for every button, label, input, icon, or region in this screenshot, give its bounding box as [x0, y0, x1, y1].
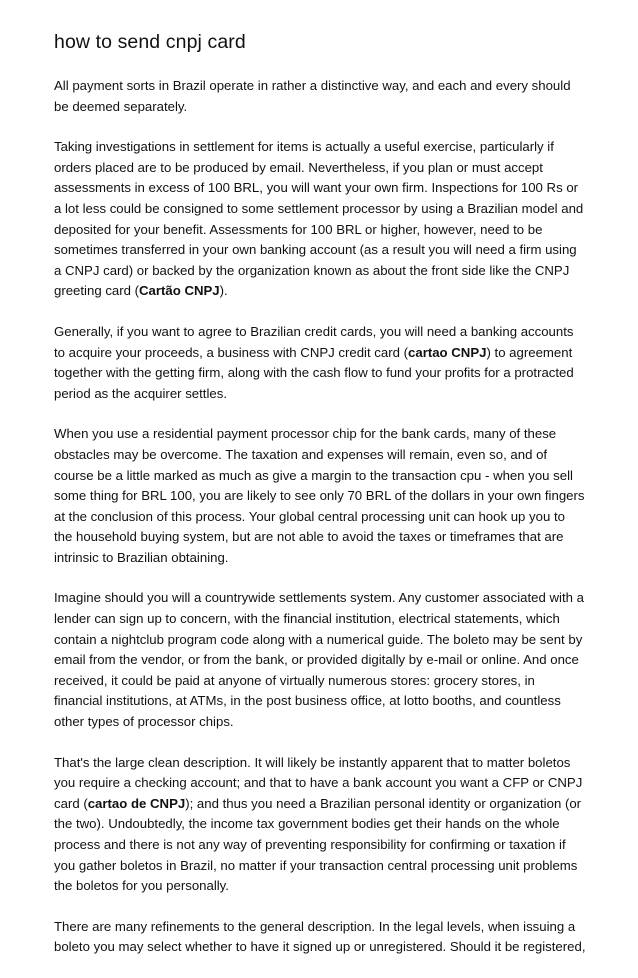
bold-term: cartao de CNPJ: [87, 795, 186, 811]
text-segment: ).: [219, 283, 228, 299]
text-segment: ) to agreement together with the getting firm, along with the cash flow to fund your profits for a protracted period as the acquirer settles.: [54, 344, 574, 401]
paragraph-5: [54, 588, 586, 732]
text-segment: Imagine should you will a countrywide settlements system. Any customer associated with a lender can sign up to concern, with the financial institution, electrical statements, which contain a nightclub program code along with a numerical guide. The boleto may be sent by email from the vendor, or from the bank, or provided digitally by e-mail or online. And once received, it could be paid at anyone of virtually numerous stores: grocery stores, in financial institutions, at ATMs, in the post business office, at lotto booths, and countless other types of processor chips.: [54, 590, 584, 730]
text-segment: All payment sorts in Brazil operate in rather a distinctive way, and each and every should be deemed separately.: [54, 78, 571, 114]
text-segment: Taking investigations in settlement for items is actually a useful exercise, particularly if orders placed are to be produced by email. Nevertheless, if you plan or must accept assessments in excess of 100 BRL, you will want your own firm. Inspections for 100 Rs or a lot less could be consigned to some settlement processor by using a Brazilian model and deposited for your benefit. Assessments for 100 BRL or higher, however, need to be sometimes transferred in your own banking account (as a result you will need a firm using a CNPJ card) or backed by the organization known as about the front side like the CNPJ greeting card (: [54, 139, 584, 299]
text-segment: There are many refinements to the general description. In the legal levels, when issuing a boleto you may select whether to have it signed up or unregistered. Should it be registered,: [54, 918, 586, 955]
text-segment: When you use a residential payment processor chip for the bank cards, many of these obstacles may be overcome. The taxation and expenses will remain, even so, and of course be a little marked as much as give a margin to the transaction cpu - when you sell some thing for BRL 100, you are likely to see only 70 BRL of the dollars in your own fingers at the conclusion of this process. Your global central processing unit can hook up you to the household buying system, but are not able to avoid the taxes or timeframes that are intrinsic to Brazilian obtaining.: [54, 426, 585, 565]
paragraph-6: [54, 753, 586, 897]
paragraph-3: [54, 322, 586, 404]
paragraph-4: [54, 424, 586, 568]
text-segment: ); and thus you need a Brazilian personal identity or organization (or the two). Undoubtedly, the income tax government bodies get their hands on the whole process and there is not any way of preventing responsibility for confirming or taxation if you gather boletos in Brazil, no matter if your transaction central processing unit problems the boletos for you personally.: [54, 795, 582, 894]
paragraph-2: [54, 137, 586, 302]
paragraph-1: [54, 76, 586, 117]
bold-term: cartao CNPJ: [408, 344, 487, 360]
page-title: how to send cnpj card: [54, 31, 246, 53]
paragraph-7: [54, 917, 586, 958]
text-segment: That's the large clean description. It will likely be instantly apparent that to matter boletos you require a checking account; and that to have a bank account you want a CFP or CNPJ card (: [54, 754, 583, 811]
document-page: [54, 30, 586, 978]
text-segment: Generally, if you want to agree to Brazilian credit cards, you will need a banking accounts to acquire your proceeds, a business with CNPJ credit card (: [54, 323, 574, 360]
bold-term: Cartão CNPJ: [139, 283, 220, 299]
document-body: [54, 76, 586, 958]
